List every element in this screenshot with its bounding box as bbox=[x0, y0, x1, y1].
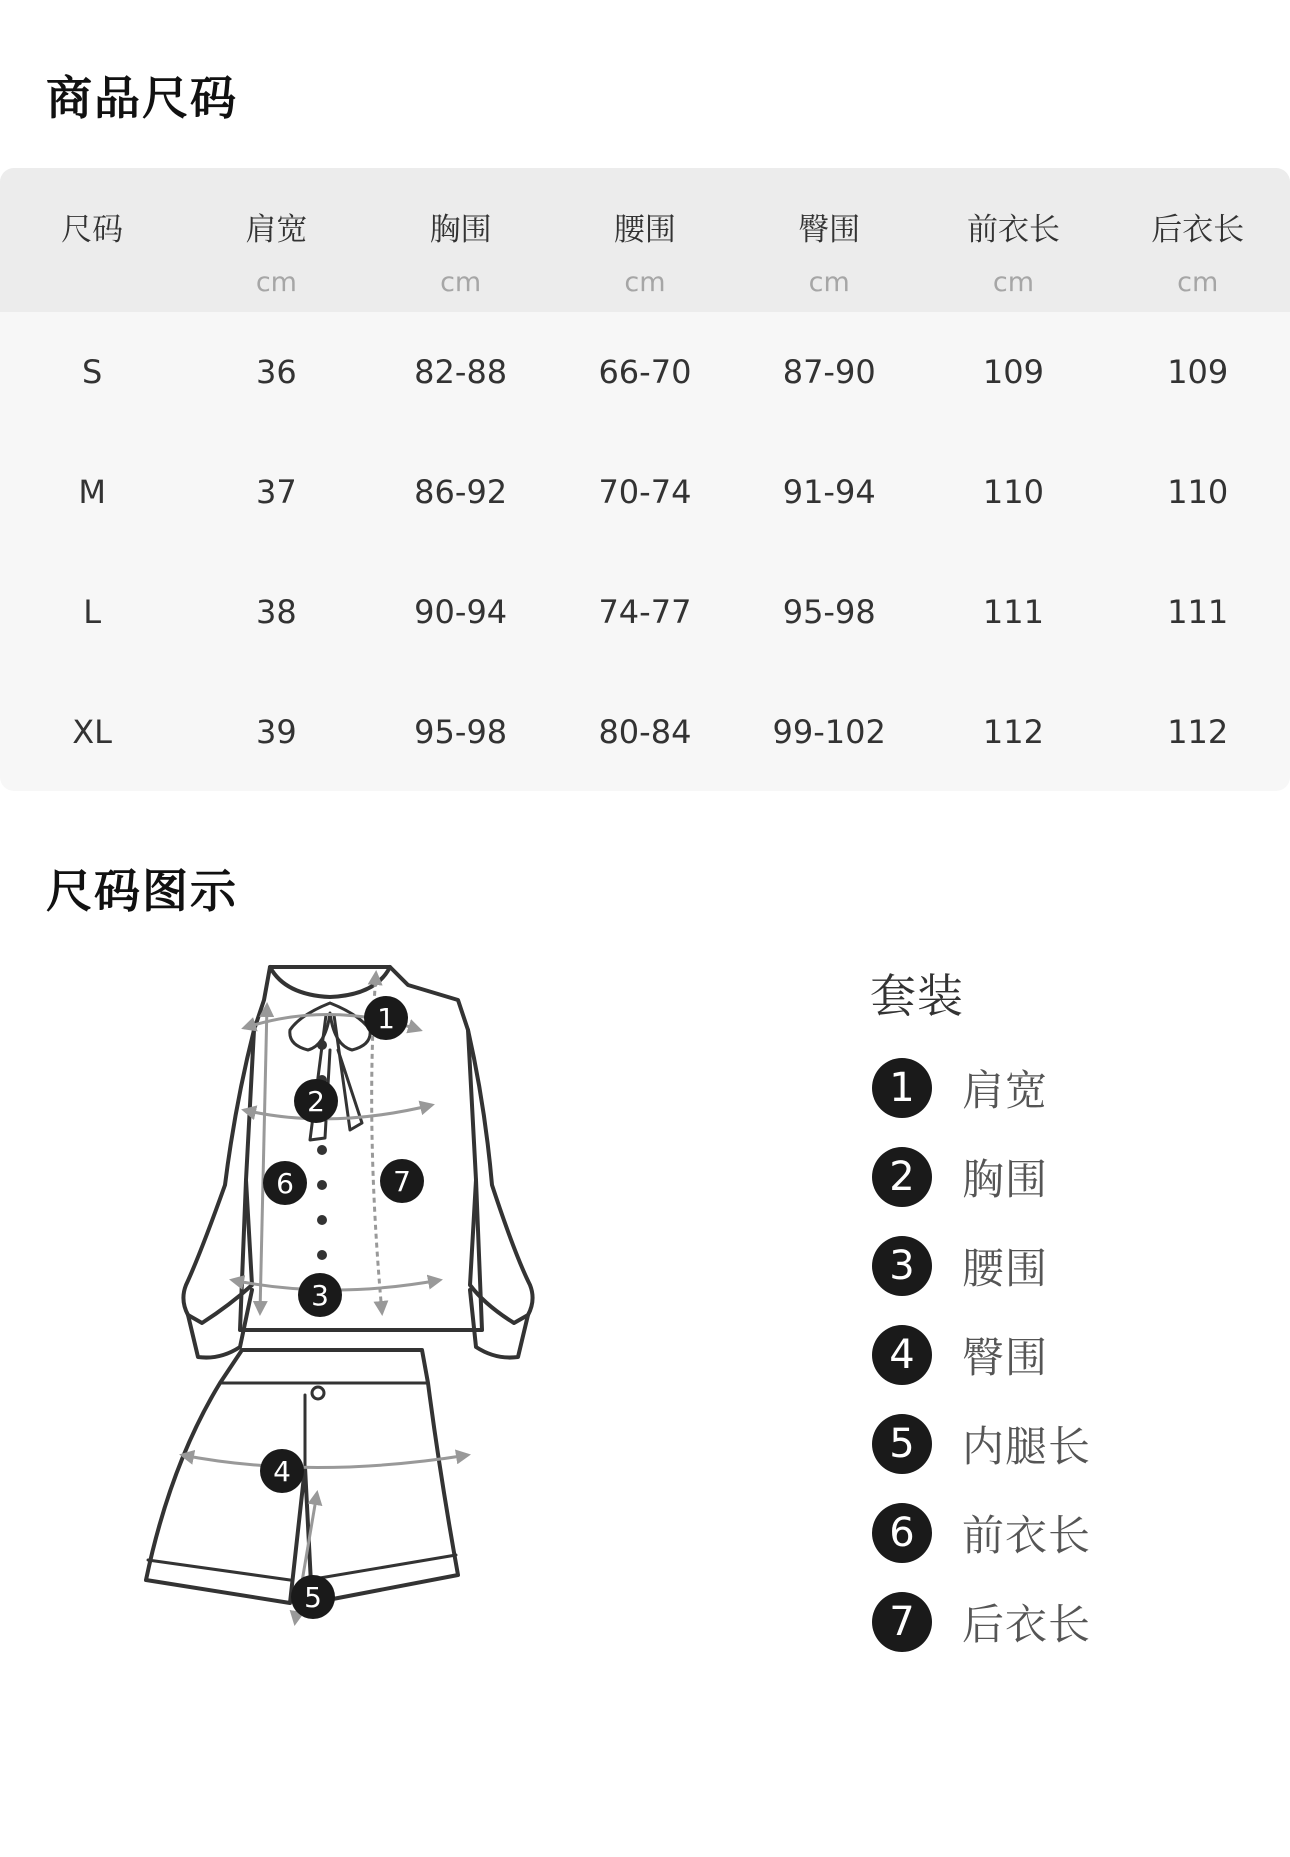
table-cell: 80-84 bbox=[598, 713, 692, 751]
svg-text:2: 2 bbox=[307, 1085, 325, 1118]
table-row bbox=[0, 312, 1290, 432]
svg-text:5: 5 bbox=[304, 1581, 322, 1614]
table-cell: XL bbox=[72, 713, 112, 751]
table-cell: M bbox=[78, 473, 106, 511]
legend-item bbox=[870, 1488, 1091, 1577]
table-row bbox=[0, 552, 1290, 672]
header-name: 胸围 bbox=[429, 212, 492, 248]
table-cell: 39 bbox=[256, 713, 297, 751]
table-header-shoulder bbox=[184, 168, 368, 312]
marker-5-icon bbox=[291, 1575, 335, 1619]
table-cell: 99-102 bbox=[772, 713, 886, 751]
header-unit: cm bbox=[624, 267, 666, 298]
measurement-legend bbox=[870, 955, 1091, 1666]
legend-item bbox=[870, 1132, 1091, 1221]
table-header-front-length bbox=[921, 168, 1105, 312]
legend-item bbox=[870, 1399, 1091, 1488]
shorts-button bbox=[312, 1387, 324, 1399]
header-unit: cm bbox=[440, 267, 482, 298]
table-cell: 90-94 bbox=[414, 593, 508, 631]
marker-6-icon bbox=[263, 1161, 307, 1205]
table-cell: 112 bbox=[982, 713, 1044, 751]
number-3-icon: 3 bbox=[872, 1236, 932, 1296]
number-2-icon: 2 bbox=[872, 1147, 932, 1207]
table-cell: 66-70 bbox=[598, 353, 692, 391]
table-cell: S bbox=[81, 353, 103, 391]
header-unit: cm bbox=[992, 267, 1035, 298]
table-cell: 37 bbox=[256, 473, 297, 511]
table-cell: 86-92 bbox=[414, 473, 508, 511]
blouse-bow bbox=[290, 1003, 370, 1050]
marker-2-icon bbox=[294, 1079, 338, 1123]
legend-label: 臀围 bbox=[962, 1332, 1049, 1382]
header-name: 后衣长 bbox=[1151, 212, 1245, 248]
table-header-size bbox=[0, 168, 184, 312]
legend-item bbox=[870, 1577, 1091, 1666]
table-cell: 111 bbox=[1167, 593, 1229, 631]
table-cell: 70-74 bbox=[598, 473, 692, 511]
table-cell: 82-88 bbox=[414, 353, 508, 391]
diagram-section-title: 尺码图示 bbox=[46, 864, 238, 918]
size-table bbox=[0, 168, 1290, 791]
table-row bbox=[0, 432, 1290, 552]
table-row bbox=[0, 672, 1290, 791]
table-cell: 111 bbox=[982, 593, 1044, 631]
header-name: 臀围 bbox=[798, 212, 861, 248]
svg-text:7: 7 bbox=[393, 1165, 411, 1198]
table-cell: 109 bbox=[1167, 353, 1229, 391]
marker-4-icon bbox=[260, 1449, 304, 1493]
table-cell: 95-98 bbox=[414, 713, 508, 751]
size-section-title: 商品尺码 bbox=[46, 71, 238, 125]
legend-item bbox=[870, 1310, 1091, 1399]
number-6-icon: 6 bbox=[872, 1503, 932, 1563]
table-header-back-length bbox=[1106, 168, 1290, 312]
table-cell: 74-77 bbox=[598, 593, 692, 631]
table-header-hip bbox=[737, 168, 921, 312]
header-name: 尺码 bbox=[61, 212, 124, 248]
header-unit: cm bbox=[808, 267, 850, 298]
header-name: 腰围 bbox=[613, 212, 676, 248]
header-name: 前衣长 bbox=[966, 212, 1060, 248]
legend-item bbox=[870, 1221, 1091, 1310]
number-1-icon: 1 bbox=[872, 1058, 932, 1118]
legend-label: 后衣长 bbox=[962, 1599, 1092, 1649]
table-header-chest bbox=[369, 168, 553, 312]
header-name: 肩宽 bbox=[245, 212, 308, 248]
marker-1-icon bbox=[364, 996, 408, 1040]
legend-item bbox=[870, 1043, 1091, 1132]
header-unit: cm bbox=[255, 267, 297, 298]
chest-arrow bbox=[244, 1105, 432, 1119]
table-cell: 110 bbox=[1167, 473, 1229, 511]
blouse-buttons bbox=[317, 1040, 327, 1295]
header-unit: cm bbox=[1177, 267, 1219, 298]
svg-text:1: 1 bbox=[377, 1002, 395, 1035]
blouse-collar bbox=[270, 967, 390, 997]
number-7-icon: 7 bbox=[872, 1592, 932, 1652]
legend-label: 胸围 bbox=[962, 1154, 1049, 1204]
table-cell: 87-90 bbox=[782, 353, 876, 391]
legend-label: 肩宽 bbox=[962, 1065, 1049, 1115]
svg-text:6: 6 bbox=[276, 1167, 294, 1200]
number-4-icon: 4 bbox=[872, 1325, 932, 1385]
table-header-waist bbox=[553, 168, 737, 312]
marker-7-icon bbox=[380, 1159, 424, 1203]
table-cell: L bbox=[83, 593, 102, 631]
table-cell: 91-94 bbox=[782, 473, 876, 511]
legend-label: 内腿长 bbox=[962, 1421, 1092, 1471]
marker-3-icon bbox=[298, 1273, 342, 1317]
garment-measurement-diagram bbox=[140, 955, 560, 1675]
table-cell: 95-98 bbox=[782, 593, 876, 631]
table-cell: 36 bbox=[256, 353, 297, 391]
table-cell: 112 bbox=[1167, 713, 1229, 751]
table-header-row bbox=[0, 168, 1290, 312]
svg-text:3: 3 bbox=[311, 1279, 329, 1312]
table-cell: 109 bbox=[982, 353, 1044, 391]
table-cell: 38 bbox=[256, 593, 297, 631]
hip-arrow bbox=[182, 1455, 468, 1468]
legend-label: 前衣长 bbox=[962, 1510, 1092, 1560]
legend-title: 套装 bbox=[870, 969, 964, 1023]
number-5-icon: 5 bbox=[872, 1414, 932, 1474]
front-length-arrow bbox=[260, 1005, 267, 1313]
legend-label: 腰围 bbox=[962, 1243, 1049, 1293]
table-body bbox=[0, 312, 1290, 791]
svg-text:4: 4 bbox=[273, 1455, 291, 1488]
table-cell: 110 bbox=[982, 473, 1044, 511]
